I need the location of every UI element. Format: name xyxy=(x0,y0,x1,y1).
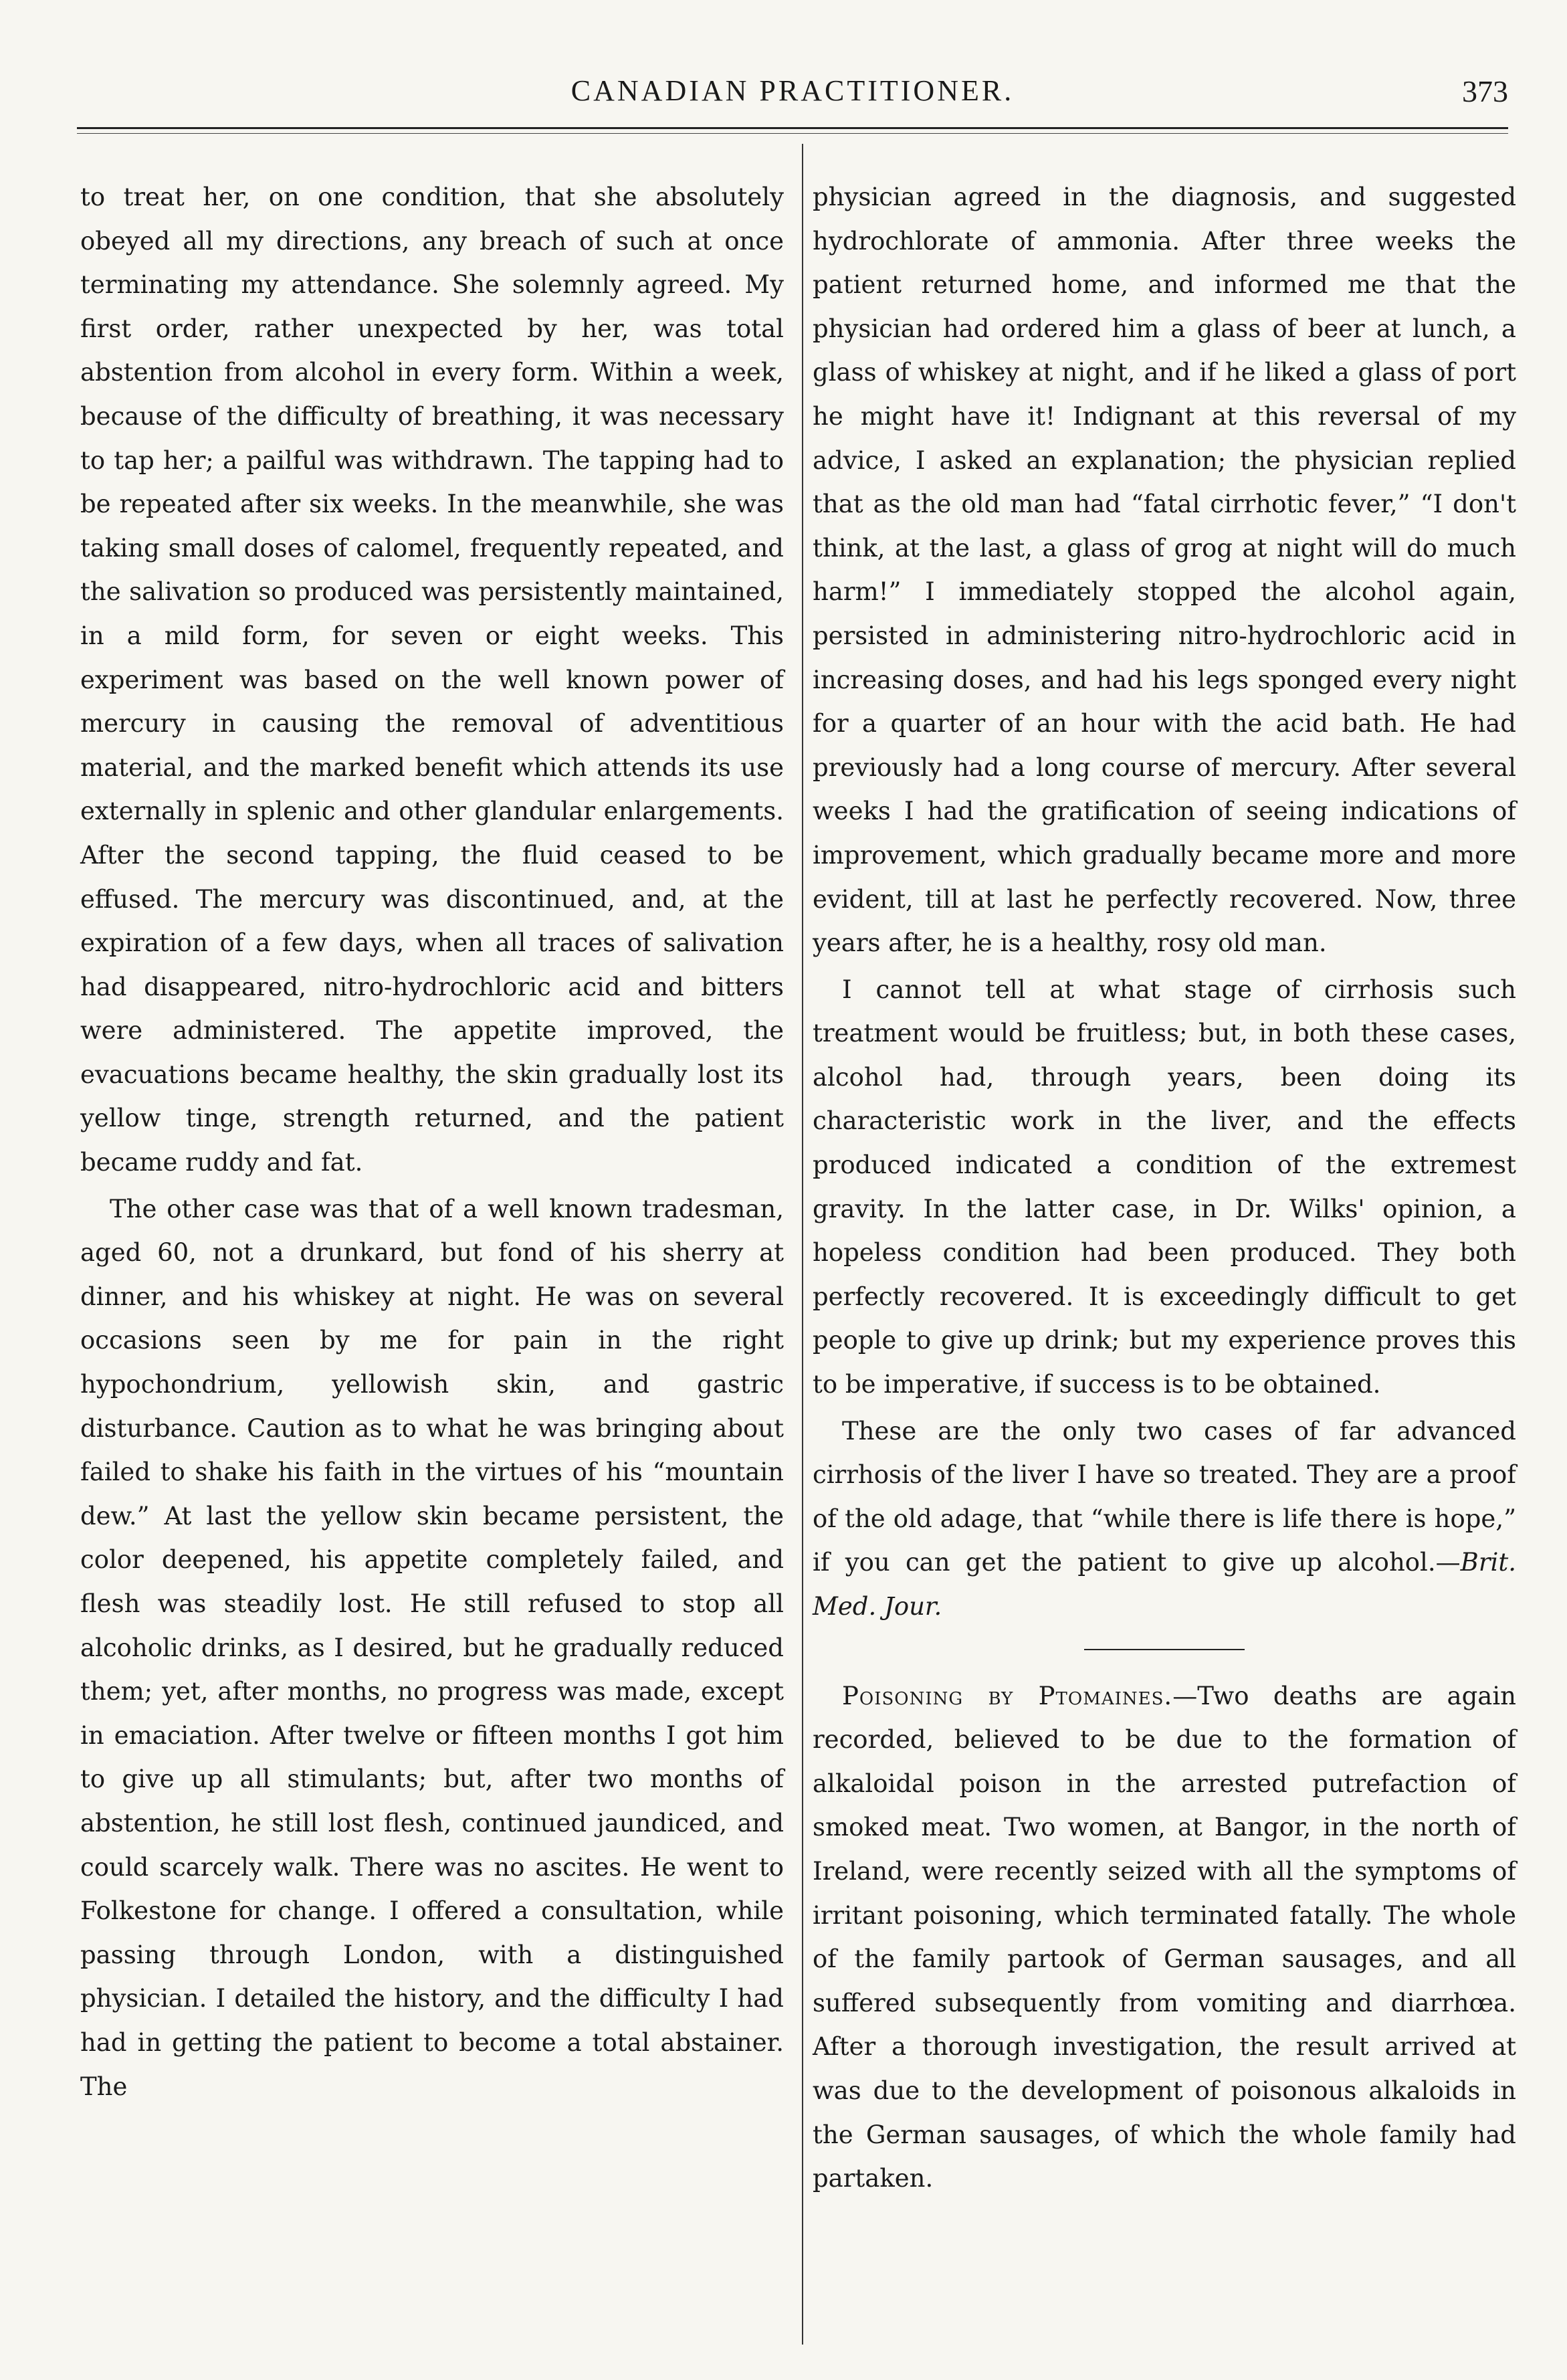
header-rule xyxy=(77,127,1508,129)
page-header xyxy=(77,67,1508,127)
section-divider xyxy=(1084,1649,1245,1650)
section-heading: Poisoning by Ptomaines. xyxy=(842,1681,1173,1710)
right-column xyxy=(813,175,1516,2201)
ptomaines-paragraph xyxy=(813,1674,1516,2201)
header-rule-thin xyxy=(77,133,1508,134)
right-paragraph-3 xyxy=(813,1409,1516,1629)
paragraph-3-text: These are the only two cases of far advanced cirrhosis of the liver I have so treated. They are a proof of the old adage, that “while there is life there is hope,” if you can get the patient to give up alcohol.— xyxy=(813,1416,1516,1577)
running-title: CANADIAN PRACTITIONER. xyxy=(570,74,1015,107)
page-number: 373 xyxy=(1462,74,1508,108)
right-paragraph-1: physician agreed in the diagnosis, and suggested hydrochlorate of ammonia. After three weeks the patient returned home, and informed me that the physician had ordered him a glass of beer at lunch, a glass of whiskey at night, and if he liked a glass of port he might have it! Indignant at this reversal of my advice, I asked an explanation; the physician replied that as the old man had “fatal cirrhotic fever,” “I don't think, at the last, a glass of grog at night will do much harm!” I immediately stopped the alcohol again, persisted in administering nitro-hydrochloric acid in increasing doses, and had his legs sponged every night for a quarter of an hour with the acid bath. He had previously had a long course of mercury. After several weeks I had the gratification of seeing indications of improvement, which gradually became more and more evident, till at last he perfectly recovered. Now, three years after, he is a healthy, rosy old man. xyxy=(813,183,1516,958)
right-paragraph-2: I cannot tell at what stage of cirrhosis such treatment would be fruitless; but, in both these cases, alcohol had, through years, been doing its characteristic work in the liver, and the effects produced indicated a condition of the extremest gravity. In the latter case, in Dr. Wilks' opinion, a hopeless condition had been produced. They both perfectly recovered. It is exceedingly difficult to get people to give up drink; but my experience proves this to be imperative, if success is to be obtained. xyxy=(813,975,1516,1399)
column-divider xyxy=(802,144,803,2345)
ptomaines-text: —Two deaths are again recorded, believed to be due to the formation of alkaloidal poison in the arrested putrefaction of smoked meat. Two women, at Bangor, in the north of Ireland, were recently seized with all the symptoms of irritant poisoning, which terminated fatally. The whole of the family partook of German sausages, and all suffered subsequently from vomiting and diarrhœa. After a thorough investigation, the result arrived at was due to the development of poisonous alkaloids in the German sausages, of which the whole family had partaken. xyxy=(813,1681,1517,2193)
left-column xyxy=(80,175,784,2108)
left-paragraph-2: The other case was that of a well known tradesman, aged 60, not a drunkard, but fond of his sherry at dinner, and his whiskey at night. He was on several occasions seen by me for pain in the right hypochondrium, yellowish skin, and gastric disturbance. Caution as to what he was bringing about failed to shake his faith in the virtues of his “mountain dew.” At last the yellow skin became persistent, the color deepened, his appetite completely failed, and flesh was steadily lost. He still refused to stop all alcoholic drinks, as I desired, but he gradually reduced them; yet, after months, no progress was made, except in emaciation. After twelve or fifteen months I got him to give up all stimulants; but, after two months of abstention, he still lost flesh, continued jaundiced, and could scarcely walk. There was no ascites. He went to Folkestone for change. I offered a consultation, while passing through London, with a distinguished physician. I detailed the history, and the difficulty I had had in getting the patient to become a total abstainer. The xyxy=(80,1194,784,2101)
left-paragraph-1: to treat her, on one condition, that she absolutely obeyed all my directions, any breach of such at once terminating my attendance. She solemnly agreed. My first order, rather unexpected by her, was total abstention from alcohol in every form. Within a week, because of the difficulty of breathing, it was necessary to tap her; a pailful was withdrawn. The tapping had to be repeated after six weeks. In the meanwhile, she was taking small doses of calomel, frequently repeated, and the salivation so produced was persistently maintained, in a mild form, for seven or eight weeks. This experiment was based on the well known power of mercury in causing the removal of adventitious material, and the marked benefit which attends its use externally in splenic and other glandular enlargements. After the second tapping, the fluid ceased to be effused. The mercury was discontinued, and, at the expiration of a few days, when all traces of salivation had disappeared, nitro-hydrochloric acid and bitters were administered. The appetite improved, the evacuations became healthy, the skin gradually lost its yellow tinge, strength returned, and the patient became ruddy and fat. xyxy=(80,183,784,1177)
source-citation: Brit. Med. Jour. xyxy=(813,1548,1516,1621)
